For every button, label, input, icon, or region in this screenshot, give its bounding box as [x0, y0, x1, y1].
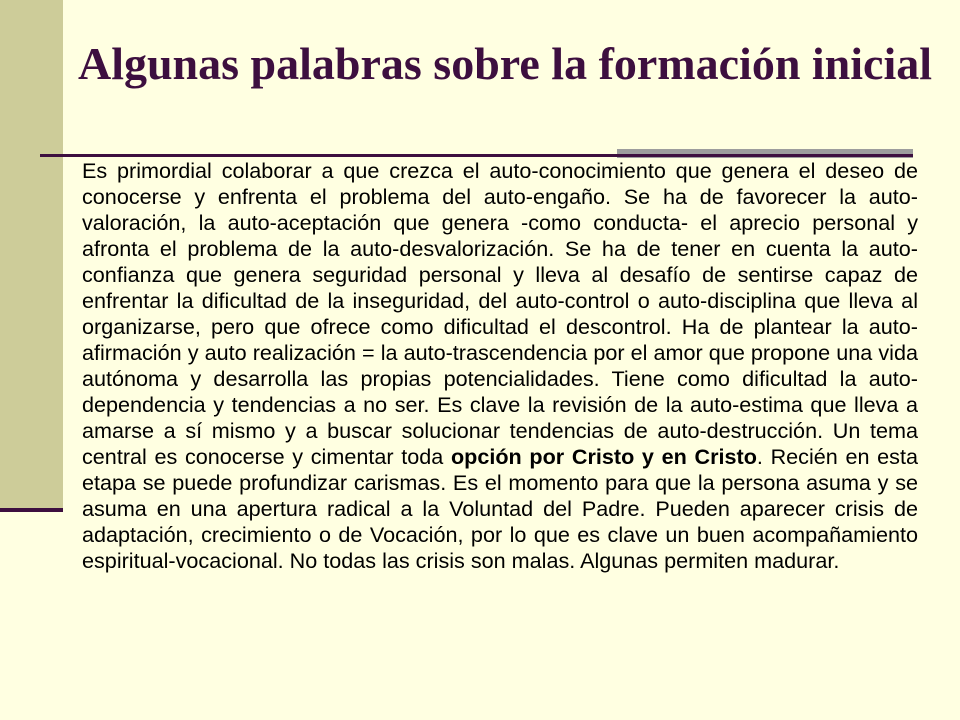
bullet-text-bold: opción por Cristo y en Cristo [450, 444, 757, 469]
bullet-square-icon [48, 166, 62, 180]
title-rule [40, 154, 913, 157]
bullet-text [82, 158, 918, 574]
slide-title: Algunas palabras sobre la formación inicial [77, 38, 933, 89]
bullet-text-part-1: Es primordial colaborar a que crezca el auto-conocimiento que genera el deseo de conocerse y enfrenta el problema del auto-engaño. Se ha de favorecer la auto-valoración, la auto-aceptación que genera -como conducta- el aprecio personal y afronta el problema de la auto-desvalorización. Se ha de tener en cuenta la auto-confianza que genera seguridad personal y lleva al desafío de sentirse capaz de enfrentar la dificultad de la inseguridad, del auto-control o auto-disciplina que lleva al organizarse, pero que ofrece como dificultad el descontrol. Ha de plantear la auto-afirmación y auto realización = la auto-trascendencia por el amor que propone una vida autónoma y desarrolla las propias potencialidades. Tiene como dificultad la auto-dependencia y tendencias a no ser. Es clave la revisión de la auto-estima que lleva a amarse a sí mismo y a buscar solucionar tendencias de auto-destrucción. Un tema central es conocerse y cimentar toda [82, 158, 918, 469]
left-accent-underline [0, 508, 63, 512]
left-accent-bar [0, 0, 63, 512]
bullet-text-part-2: . Recién en esta etapa se puede profundizar carismas. Es el momento para que la persona asuma y se asuma en una apertura radical a la Voluntad del Padre. Pueden aparecer crisis de adaptación, crecimiento o de Vocación, por lo que es clave un buen acompañamiento espiritual-vocacional. No todas las crisis son malas. Algunas permiten madurar. [82, 444, 918, 573]
